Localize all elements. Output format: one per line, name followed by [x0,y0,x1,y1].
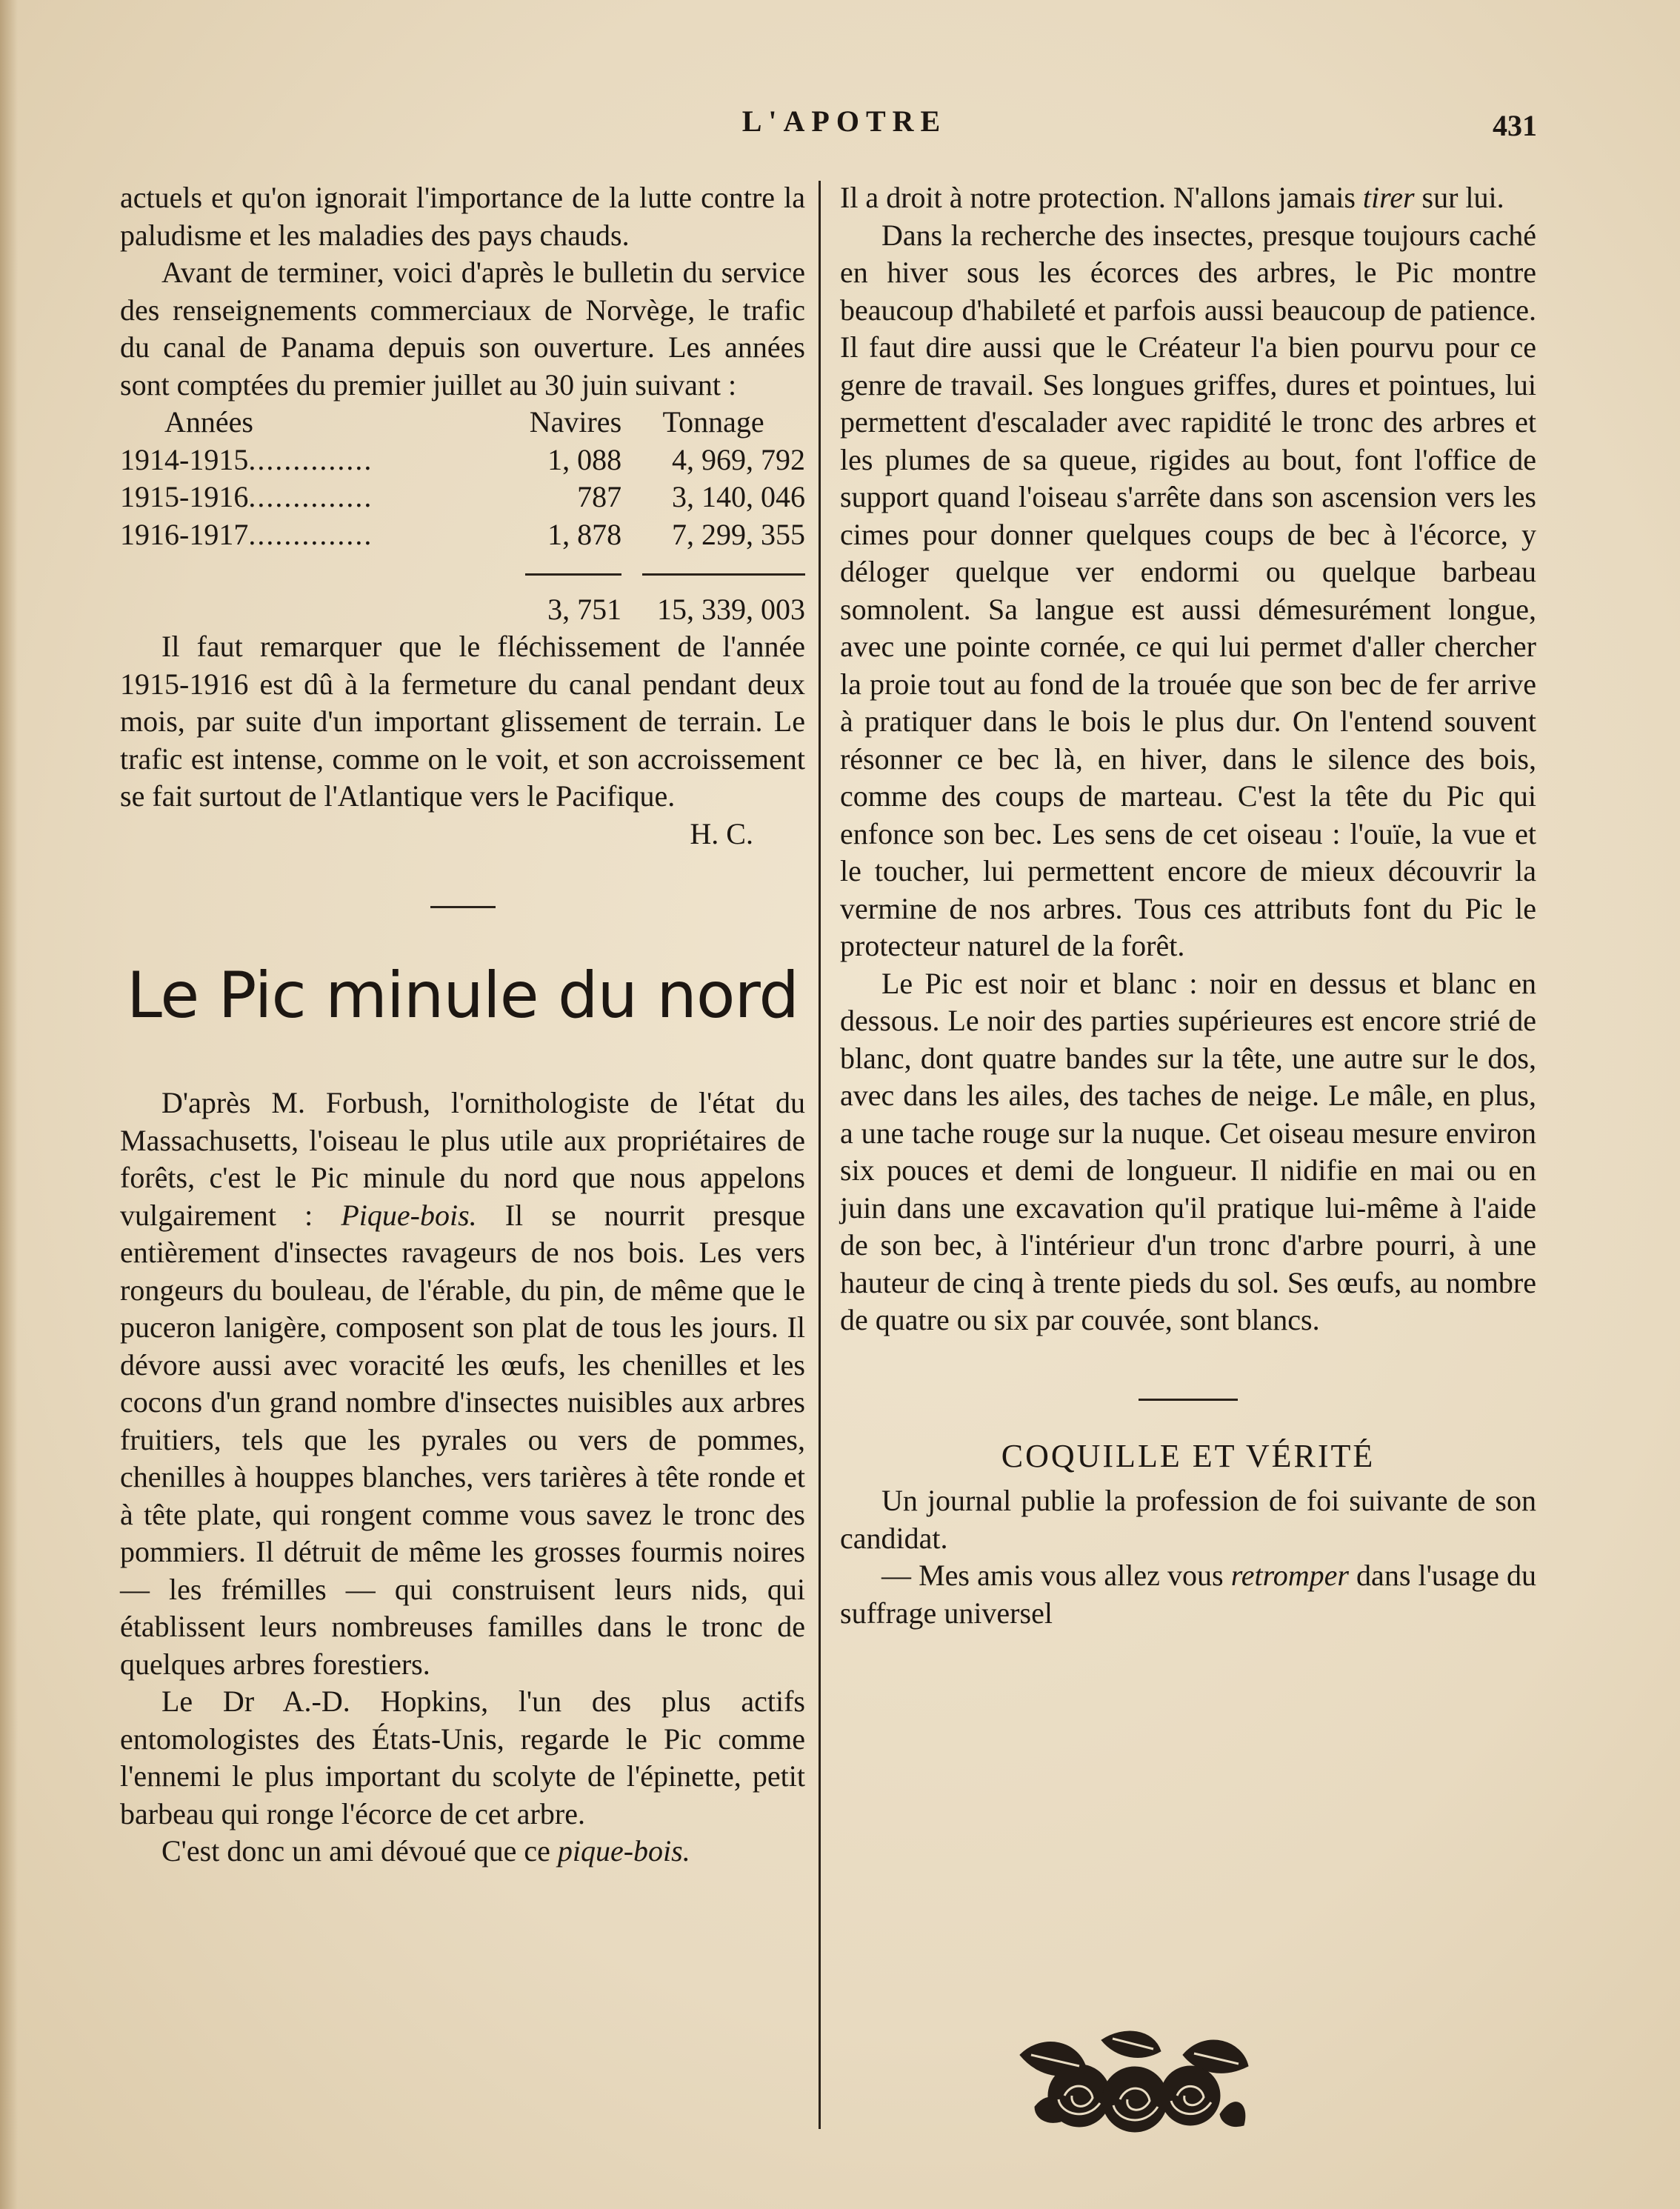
total-tonnage: 15, 339, 003 [657,592,805,626]
table-row [120,479,805,516]
paragraph: actuels et qu'on ignorait l'importance de la lutte contre la paludisme et les maladies des pays chauds. [120,181,805,252]
author-signature: H. C. [690,816,753,850]
leader-dots: .............. [248,442,373,476]
tonnage-cell: 7, 299, 355 [672,517,805,551]
paragraph: Il a droit à notre protection. N'allons jamais tirer sur lui. [840,181,1504,214]
tonnage-cell: 4, 969, 792 [672,442,805,476]
column-header-ships: Navires [529,405,622,439]
right-column [840,179,1536,1632]
ships-cell: 1, 088 [547,442,622,476]
tonnage-cell: 3, 140, 046 [672,480,805,513]
section-title: COQUILLE ET VÉRITÉ [1001,1437,1376,1474]
sum-rule [642,573,805,576]
total-rule-row [120,553,805,591]
column-divider [819,181,821,2129]
paragraph: Il faut remarquer que le fléchissement de l'année 1915-1916 est dû à la fermeture du canal pendant deux mois, par suite d'un important glissement de terrain. Le trafic est intense, comme on le voit, et son accroissement se fait surtout de l'Atlantique vers le Pacifique. [120,630,805,813]
italic-term: retromper [1230,1559,1349,1592]
paragraph: — Mes amis vous allez vous retromper dans l'usage du suffrage universel [840,1559,1536,1630]
ships-cell: 787 [577,480,622,513]
italic-term: Pique-bois. [341,1198,477,1232]
year-cell: 1914-1915 [120,442,249,476]
ships-cell: 1, 878 [547,517,622,551]
article-title: Le Pic minule du nord [127,959,799,1033]
year-cell: 1915-1916 [120,480,249,513]
paragraph: Le Pic est noir et blanc : noir en dessus et blanc en dessous. Le noir des parties supérieures est encore strié de blanc, dont quatre bandes sur la tête, une autre sur le dos, avec dans les ailes, des taches de neige. Le mâle, en plus, a une tache rouge sur la nuque. Cet oiseau mesure environ six pouces et demi de longueur. Il nidifie en mai ou en juin dans une excavation qu'il pratique lui-même à l'aide de son bec, à l'intérieur d'un tronc d'arbre pourri, à une hauteur de cinq à trente pieds du sol. Ses œufs, au nombre de quatre ou six par couvée, sont blancs. [840,966,1536,1336]
column-header-years: Années [164,405,253,439]
separator-rule [1139,1399,1238,1401]
paragraph: C'est donc un ami dévoué que ce pique-bois. [161,1834,690,1868]
page-number: 431 [1493,109,1537,142]
italic-term: tirer [1362,181,1415,214]
paragraph: Dans la recherche des insectes, presque toujours caché en hiver sous les écorces des arbres, le Pic montre beaucoup d'habileté et parfois aussi beaucoup de patience. Il faut dire aussi que le Créateur l'a bien pourvu pour ce genre de travail. Ses longues griffes, dures et pointues, lui permettent d'escalader avec rapidité le tronc des arbres et les plumes de sa queue, rigides au bout, font l'office de support quand l'oiseau s'arrête dans son ascension vers les cimes pour donner quelques coups de bec à l'écorce, y déloger quelque ver endormi ou quelque barbeau somnolent. Sa langue est aussi démesurément longue, avec une pointe cornée, ce qui lui permet d'aller chercher la proie tout au fond de la trouée que son bec de fer arrive à pratiquer dans le bois le plus dur. On l'entend souvent résonner ce bec là, en hiver, dans le silence des bois, comme des coups de marteau. C'est la tête du Pic qui enfonce son bec. Les sens de cet oiseau : l'ouïe, la vue et le toucher, lui permettent encore de mieux découvrir la vermine de nos arbres. Tous ces attributs font du Pic le protecteur naturel de la forêt. [840,218,1536,962]
italic-term: pique-bois. [557,1834,690,1868]
paragraph: Avant de terminer, voici d'après le bulletin du service des renseignements commerciaux de Norvège, le trafic du canal de Panama depuis son ouverture. Les années sont comptées du premier juillet au 30 juin suivant : [120,256,805,402]
running-title: L'APOTRE [741,104,947,138]
table-row [120,516,805,554]
paragraph: Un journal publie la profession de foi suivante de son candidat. [840,1484,1536,1555]
left-column [120,179,805,1870]
total-ships: 3, 751 [547,592,622,626]
separator-rule [430,906,496,908]
sum-rule [525,573,621,576]
floral-ornament-icon [1013,2025,1253,2136]
paragraph: Le Dr A.-D. Hopkins, l'un des plus actifs entomologistes des États-Unis, regarde le Pic comme l'ennemi le plus important du scolyte de l'épinette, petit barbeau qui ronge l'écorce de cet arbre. [120,1685,805,1830]
paragraph: D'après M. Forbush, l'ornithologiste de l'état du Massachusetts, l'oiseau le plus utile aux propriétaires de forêts, c'est le Pic minule du nord que nous appelons vulgairement : Pique-bois. Il se nourrit presque entièrement d'insectes ravageurs de nos bois. Les vers rongeurs du bouleau, de l'érable, du pin, de même que le puceron lanigère, composent son plat de tous les jours. Il dévore aussi avec voracité les œufs, les chenilles et les cocons d'un grand nombre d'insectes nuisibles aux arbres fruitiers, tels que les pyrales ou vers de pommes, chenilles à houppes blanches, vers tarières à tête ronde et à tête plate, qui rongent comme vous savez le tronc des pommiers. Il détruit de même les grosses fourmis noires — les frémilles — qui construisent leurs nids, qui établissent leurs nombreuses familles dans le tronc de quelques arbres forestiers. [120,1086,805,1681]
table-header-row [120,404,805,442]
total-row [120,591,805,629]
table-row [120,442,805,479]
year-cell: 1916-1917 [120,517,249,551]
page-edge-shadow [0,0,18,2209]
leader-dots: .............. [248,517,373,551]
column-header-tonnage: Tonnage [662,405,764,439]
panama-traffic-table [120,404,805,628]
leader-dots: .............. [248,480,373,513]
